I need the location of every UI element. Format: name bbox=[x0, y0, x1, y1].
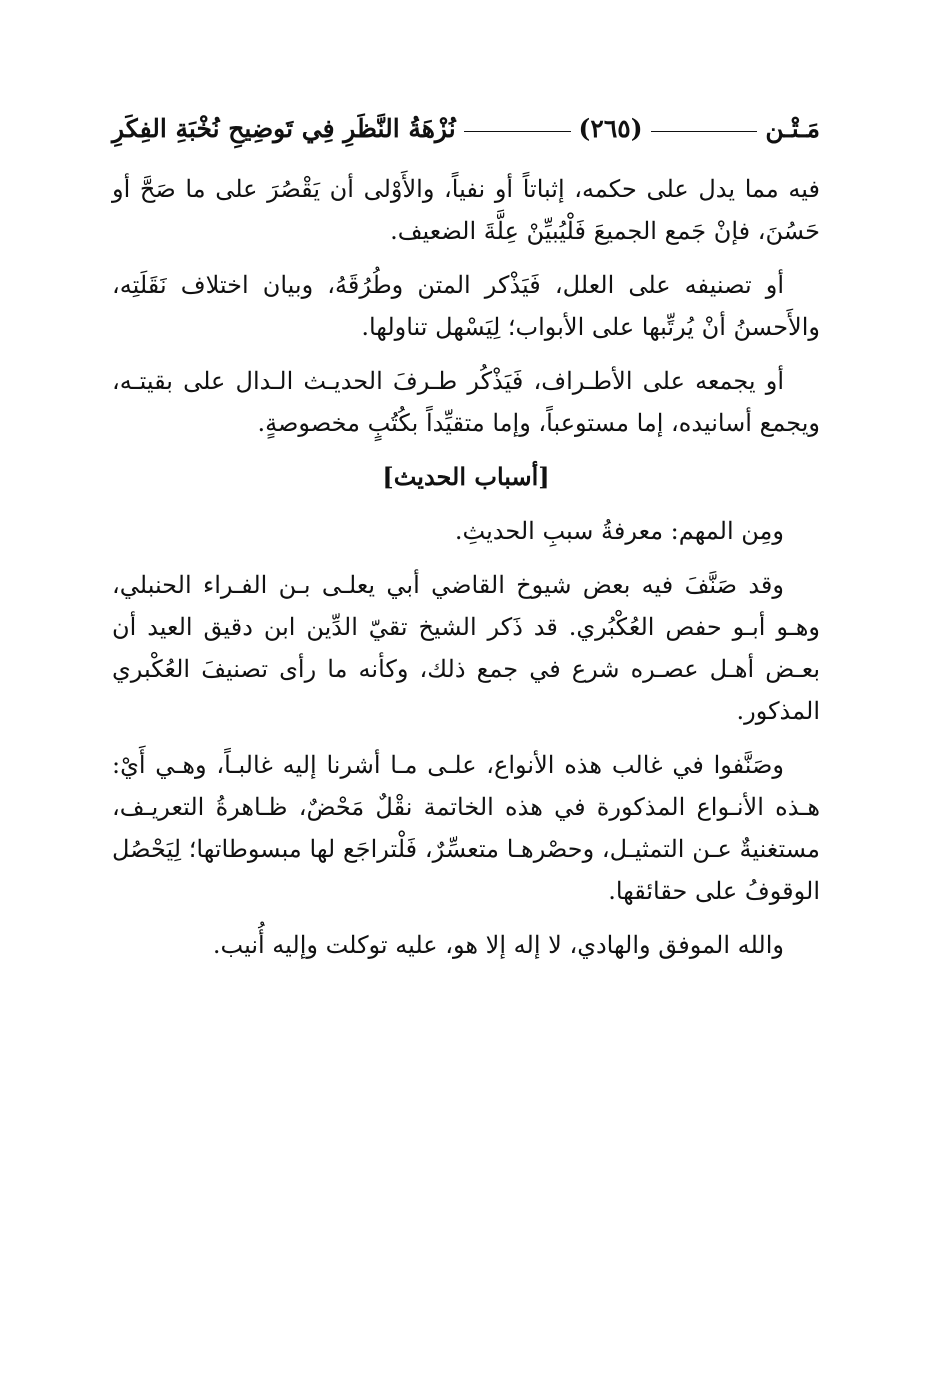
paragraph: فيه مما يدل على حكمه، إثباتاً أو نفياً، والأَوْلى أن يَقْصُرَ على ما صَحَّ أو حَسُنَ، فإنْ جَمع الجميعَ فَلْيُبيِّنْ عِلَّةَ الضعيف. bbox=[112, 175, 820, 245]
page-body bbox=[112, 168, 820, 966]
paragraph: ومِن المهم: معرفةُ سببِ الحديثِ. bbox=[454, 517, 784, 545]
book-title: نُزْهَةُ النَّظَرِ فِي تَوضِيحِ نُخْبَةِ الفِكَرِ bbox=[112, 113, 456, 143]
paragraph: وصَنَّفوا في غالب هذه الأنواع، علـى مـا أشرنا إليه غالبـاً، وهـي أَيْ: هـذه الأنـواع المذكورة في هذه الخاتمة نقْلٌ مَحْضٌ، ظـاهرةُ التعريـف، مستغنيةٌ عـن التمثيـل، وحصْرهـا متعسِّرٌ، فَلْتراجَع لها مبسوطاتها؛ لِيَحْصُل الوقوفُ على حقائقها. bbox=[112, 751, 820, 905]
page-number: (٢٦٥) bbox=[578, 113, 643, 143]
header-rule-left bbox=[464, 131, 571, 132]
running-header bbox=[112, 108, 820, 148]
paragraph: أو تصنيفه على العلل، فَيَذْكر المتن وطُرُقَهُ، وبيان اختلاف نَقَلَتِه، والأَحسنُ أنْ يُرتِّبها على الأبواب؛ لِيَسْهل تناولها. bbox=[112, 271, 820, 341]
paragraph: أو يجمعه على الأطـراف، فَيَذْكُر طـرفَ الحديـث الـدال على بقيتـه، ويجمع أسانيده، إما مستوعباً، وإما متقيِّداً بكُتُبٍ مخصوصةٍ. bbox=[112, 367, 820, 437]
paragraph: وقد صَنَّفَ فيه بعض شيوخ القاضي أبي يعلـى بـن الفـراء الحنبلي، وهـو أبـو حفص العُكْبُري. قد ذَكر الشيخ تقيّ الدِّين ابن دقيق العيد أن بعـض أهـل عصـره شرع في جمع ذلك، وكأنه ما رأى تصنيفَ العُكْبري المذكور. bbox=[112, 571, 820, 725]
section-heading: [أسباب الحديث] bbox=[382, 462, 550, 491]
section-label: مَـتْـن bbox=[765, 113, 820, 143]
header-rule-right bbox=[651, 131, 758, 132]
closing-line: والله الموفق والهادي، لا إله إلا هو، عليه توكلت وإليه أُنيب. bbox=[212, 931, 784, 959]
